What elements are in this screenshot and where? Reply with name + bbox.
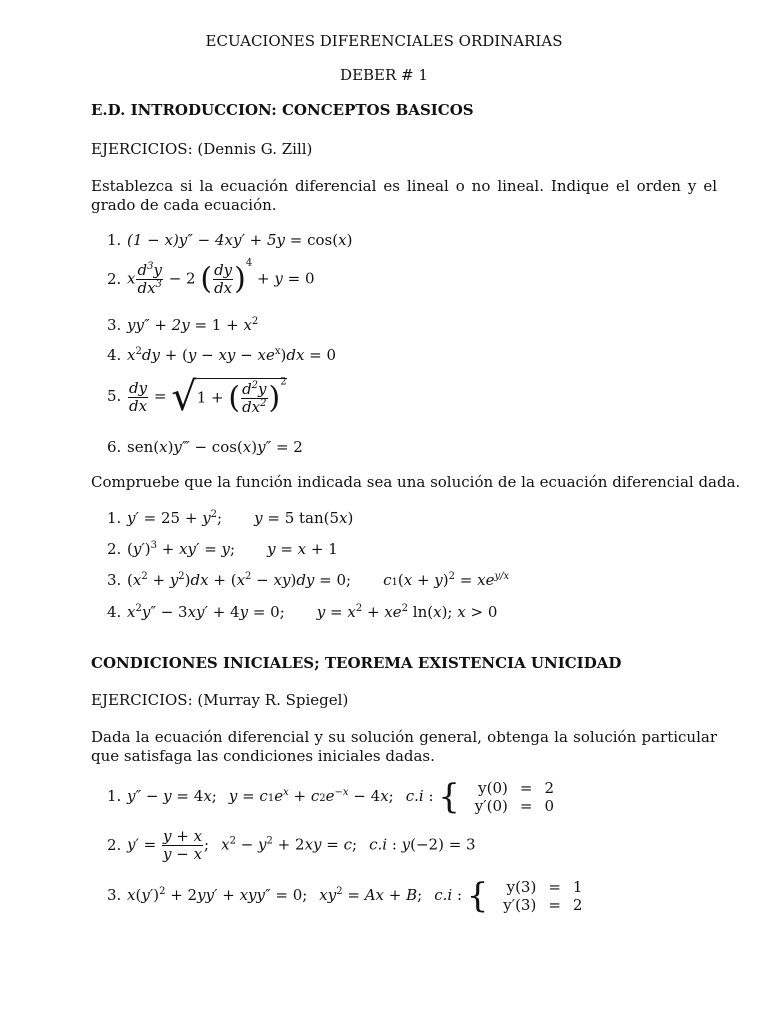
exercise-source-spiegel: EJERCICIOS: (Murray R. Spiegel) — [91, 691, 349, 709]
condition-equals: = — [548, 878, 561, 896]
ivp-item-3: 3. $x(y')^2 + 2yy' + xyy'' = 0$; $xy^2 = Ax + B$; c.i : { y(3) = 1 y′(3) = 2 — [107, 878, 588, 914]
initial-conditions — [497, 878, 588, 914]
ivp-item-2: 2. y′ = $\frac{y + x}{y - x}$ ; $x^2 - y^2 + 2xy = c$; c.i : y(−2) = 3 — [107, 827, 476, 863]
equation-item-2: 2. x $\frac{d^3y}{dx^3}$ − 2 ( $\frac{dy}{dx}$ )$^4$ + y = 0 — [107, 257, 315, 297]
condition-rhs: 1 — [572, 878, 583, 896]
condition-rhs: 2 — [544, 779, 554, 797]
document-title: ECUACIONES DIFERENCIALES ORDINARIAS — [205, 32, 563, 50]
verify-item-2: 2. $(y')^3 + xy' = y$; y = x + 1 — [107, 540, 338, 558]
section-heading-initial-conditions: CONDICIONES INICIALES; TEOREMA EXISTENCIA UNICIDAD — [91, 654, 622, 672]
condition-lhs: y′(3) — [503, 896, 537, 914]
condition-equals: = — [519, 779, 533, 797]
ivp-item-1: 1. y″ − y = 4x; $y = c1e^x + c2e^{-x} - 4x$; c.i : { y(0) = 2 y′(0) = 0 — [107, 779, 560, 815]
condition-lhs: y(0) — [478, 779, 508, 797]
verify-item-3: 3. $(x^2 + y^2)dx + (x^2 - xy)dy = 0$; $c1(x + y)^2 = xe^{y/x}$ — [107, 571, 510, 589]
condition-lhs: y(3) — [506, 878, 537, 896]
condition-rhs: 2 — [572, 896, 583, 914]
instruction-particular-solution: Dada la ecuación diferencial y su solución general, obtenga la solución particular que satisfaga las condiciones iniciales dadas. — [91, 728, 717, 765]
exercise-source-zill: EJERCICIOS: (Dennis G. Zill) — [91, 140, 313, 158]
section-heading-basics: E.D. INTRODUCCION: CONCEPTOS BASICOS — [91, 101, 474, 119]
initial-conditions — [469, 779, 560, 815]
condition-equals: = — [519, 797, 533, 815]
instruction-classify: Establezca si la ecuación diferencial es lineal o no lineal. Indique el orden y el grado de cada ecuación. — [91, 177, 717, 214]
condition-equals: = — [548, 896, 561, 914]
document-subtitle: DEBER # 1 — [340, 66, 428, 84]
equation-item-1: 1. (1 − x)y″ − 4xy′ + 5y = cos(x) — [107, 231, 353, 249]
instruction-verify: Compruebe que la función indicada sea una solución de la ecuación diferencial dada. — [91, 473, 741, 491]
verify-item-1: 1. $y' = 25 + y^2$; y = 5 tan(5x) — [107, 509, 354, 527]
condition-rhs: 0 — [544, 797, 554, 815]
equation-item-5: 5. $\frac{dy}{dx}$ = √1 + ( $\frac{d^2y}{dx^2}$ )$^2$ — [107, 374, 287, 420]
equation-item-6: 6. sen(x)y‴ − cos(x)y″ = 2 — [107, 438, 303, 456]
verify-item-4: 4. $x^2y'' - 3xy' + 4y = 0$; $y = x^2 + xe^2$ ln(x); x > 0 — [107, 603, 498, 621]
equation-item-4: 4. $x^2dy + (y$ − xy − $xe^x)dx = 0$ — [107, 346, 337, 364]
equation-item-3: 3. $yy'' + 2y = 1 + x^2$ — [107, 316, 259, 334]
condition-lhs: y′(0) — [474, 797, 508, 815]
